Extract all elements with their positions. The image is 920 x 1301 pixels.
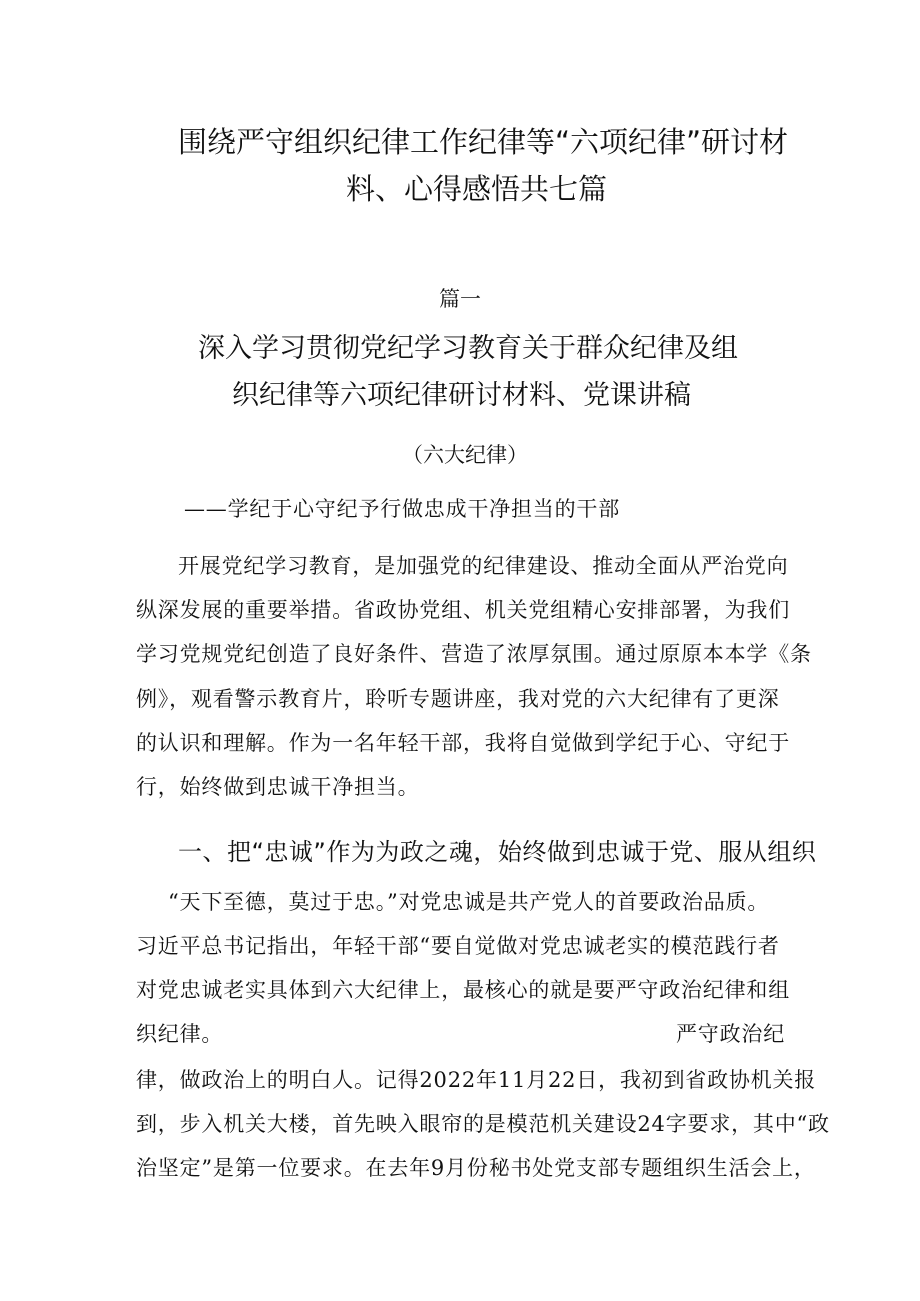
document-title-line-2: 料、心得感悟共七篇 [346,172,608,206]
article-tag: （六大纪律） [402,443,528,467]
para2-line-3: 对党忠诚老实具体到六大纪律上，最核心的就是要严守政治纪律和组 [136,978,790,1002]
intro-line-2: 纵深发展的重要举措。省政协党组、机关党组精心安排部署，为我们 [136,598,790,622]
intro-line-5: 的认识和理解。作为一名年轻干部，我将自觉做到学纪于心、守纪于 [136,731,790,755]
para2-line-6: 到，步入机关大楼，首先映入眼帘的是模范机关建设24字要求，其中“政 [136,1112,830,1136]
section-label: 篇一 [439,287,481,311]
document-title-line-1: 围绕严守组织纪律工作纪律等“六项纪律”研讨材 [178,125,789,159]
intro-line-4: 例》，观看警示教育片，聆听专题讲座，我对党的六大纪律有了更深 [136,687,780,711]
intro-line-1: 开展党纪学习教育，是加强党的纪律建设、推动全面从严治党向 [178,554,789,578]
intro-line-3: 学习党规党纪创造了良好条件、营造了浓厚氛围。通过原原本本学《条 [136,642,812,666]
article-subtitle: ——学纪于心守纪予行做忠成干净担当的干部 [184,497,620,521]
para2-line-1: “天下至德，莫过于忠。”对党忠诚是共产党人的首要政治品质。 [168,890,770,914]
para2-line-2: 习近平总书记指出，年轻干部“要自觉做对党忠诚老实的模范践行者 [136,934,780,958]
intro-line-6: 行，始终做到忠诚干净担当。 [136,775,420,799]
para2-line-4: 织纪律。 [136,1022,224,1046]
para2-line-4b: 严守政治纪 [676,1022,785,1046]
article-title-line-1: 深入学习贯彻党纪学习教育关于群众纪律及组 [198,333,738,364]
para2-line-5: 律，做政治上的明白人。记得2022年11月22日，我初到省政协机关报 [136,1068,817,1092]
para2-line-7: 治坚定”是第一位要求。在去年9月份秘书处党支部专题组织生活会上， [136,1156,816,1180]
section-heading-1: 一、把“忠诚”作为为政之魂，始终做到忠诚于党、服从组织 [178,838,817,866]
article-title-line-2: 织纪律等六项纪律研讨材料、党课讲稿 [232,380,691,411]
